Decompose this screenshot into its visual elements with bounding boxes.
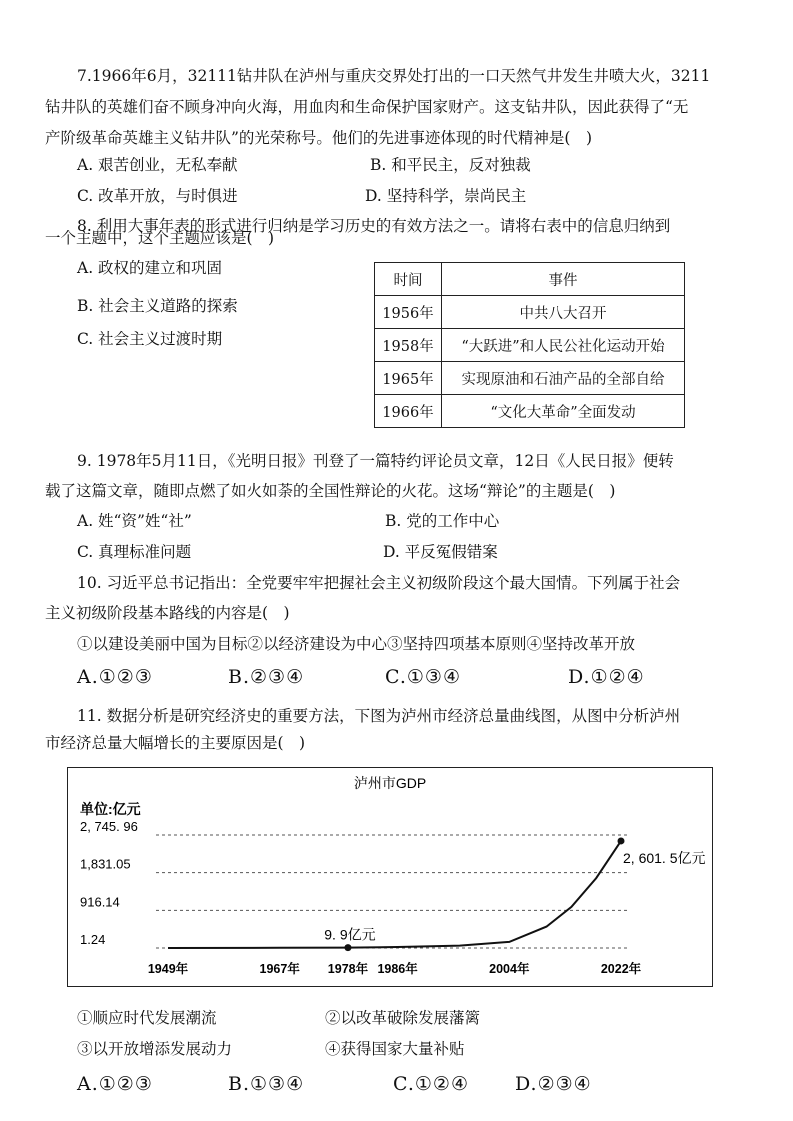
q10-option-b[interactable]: B.②③④: [228, 666, 305, 688]
x-tick-label: 1949年: [147, 962, 189, 976]
x-tick-label: 1967年: [259, 962, 300, 976]
q8-option-c[interactable]: C. 社会主义过渡时期: [77, 330, 223, 348]
data-point-marker: [344, 944, 351, 951]
q9-stem-line1: 9. 1978年5月11日，《光明日报》刊登了一篇特约评论员文章，12日《人民日报》便转: [77, 452, 674, 470]
q9-stem-line2: 载了这篇文章，随即点燃了如火如荼的全国性辩论的火花。这场“辩论”的主题是( ): [45, 482, 616, 500]
q8-stem-line1: 8. 利用大事年表的形式进行归纳是学习历史的有效方法之一。请将右表中的信息归纳到: [77, 217, 671, 235]
q11-option-a[interactable]: A.①②③: [77, 1073, 153, 1095]
q9-option-a[interactable]: A. 姓“资”姓“社”: [77, 512, 192, 530]
events-table: [374, 262, 685, 428]
data-label: 2, 601. 5亿元: [623, 849, 706, 866]
q11-item-4: ④获得国家大量补贴: [325, 1040, 465, 1058]
x-tick-label: 1986年: [377, 962, 418, 976]
chart-ylabel: 单位:亿元: [80, 801, 141, 817]
gdp-series-line: [168, 841, 621, 948]
q11-item-3: ③以开放增添发展动力: [77, 1040, 233, 1058]
q7-stem-line2: 钻井队的英雄们奋不顾身冲向火海，用血肉和生命保护国家财产。这支钻井队，因此获得了“无: [45, 98, 689, 116]
q11-option-b[interactable]: B.①③④: [228, 1073, 305, 1095]
y-tick-label: 2, 745. 96: [80, 819, 138, 834]
q11-stem-line1: 11. 数据分析是研究经济史的重要方法，下图为泸州市经济总量曲线图，从图中分析泸州: [77, 707, 681, 725]
q8-option-b[interactable]: B. 社会主义道路的探索: [77, 297, 238, 315]
table-row: [375, 296, 685, 329]
q11-option-d[interactable]: D.②③④: [515, 1073, 592, 1095]
q7-option-a[interactable]: A. 艰苦创业，无私奉献: [77, 156, 238, 174]
table-cell-event: “大跃进”和人民公社化运动开始: [442, 329, 685, 362]
table-cell-year: 1958年: [375, 329, 442, 362]
data-point-marker: [618, 837, 625, 844]
table-header-event: 事件: [442, 263, 685, 296]
q11-stem-line2: 市经济总量大幅增长的主要原因是( ): [45, 734, 306, 752]
table-cell-year: 1965年: [375, 362, 442, 395]
q9-option-d[interactable]: D. 平反冤假错案: [383, 543, 498, 561]
table-header-row: [375, 263, 685, 296]
table-cell-event: 实现原油和石油产品的全部自给: [442, 362, 685, 395]
q10-stem-line2: 主义初级阶段基本路线的内容是( ): [45, 604, 290, 622]
table-cell-event: 中共八大召开: [442, 296, 685, 329]
x-tick-label: 2022年: [600, 962, 642, 976]
x-tick-label: 1978年: [327, 962, 369, 976]
q10-stem-line1: 10. 习近平总书记指出：全党要牢牢把握社会主义初级阶段这个最大国情。下列属于社会: [77, 574, 681, 592]
q10-option-c[interactable]: C.①③④: [385, 666, 461, 688]
q8-option-a[interactable]: A. 政权的建立和巩固: [77, 259, 223, 277]
q9-option-b[interactable]: B. 党的工作中心: [385, 512, 500, 530]
q8-stem-line2: 一个主题中，这个主题应该是( ): [45, 229, 275, 247]
q7-stem-line1: 7.1966年6月，32111钻井队在泸州与重庆交界处打出的一口天然气井发生井喷大火，3211: [77, 67, 711, 85]
table-row: [375, 395, 685, 428]
table-cell-year: 1966年: [375, 395, 442, 428]
gdp-chart-svg: [68, 768, 711, 985]
data-label: 9. 9亿元: [324, 926, 376, 943]
q9-option-c[interactable]: C. 真理标准问题: [77, 543, 192, 561]
q10-items: ①以建设美丽中国为目标②以经济建设为中心③坚持四项基本原则④坚持改革开放: [77, 635, 636, 653]
table-cell-event: “文化大革命”全面发动: [442, 395, 685, 428]
chart-title: 泸州市GDP: [353, 775, 427, 791]
y-tick-label: 1,831.05: [80, 856, 131, 872]
q11-item-1: ①顺应时代发展潮流: [77, 1009, 217, 1027]
gdp-chart: [67, 767, 713, 987]
q10-option-d[interactable]: D.①②④: [568, 666, 645, 688]
y-tick-label: 1.24: [80, 932, 106, 947]
table-row: [375, 362, 685, 395]
x-tick-label: 2004年: [489, 962, 530, 976]
q7-option-d[interactable]: D. 坚持科学，崇尚民主: [365, 187, 527, 205]
y-tick-label: 916.14: [80, 894, 120, 910]
q11-option-c[interactable]: C.①②④: [393, 1073, 469, 1095]
table-header-time: 时间: [375, 263, 442, 296]
q11-item-2: ②以改革破除发展藩篱: [325, 1009, 481, 1027]
q7-option-c[interactable]: C. 改革开放，与时俱进: [77, 187, 238, 205]
table-row: [375, 329, 685, 362]
q7-option-b[interactable]: B. 和平民主，反对独裁: [370, 156, 531, 174]
q7-stem-line3: 产阶级革命英雄主义钻井队”的光荣称号。他们的先进事迹体现的时代精神是( ): [45, 129, 593, 147]
table-cell-year: 1956年: [375, 296, 442, 329]
q10-option-a[interactable]: A.①②③: [77, 666, 153, 688]
